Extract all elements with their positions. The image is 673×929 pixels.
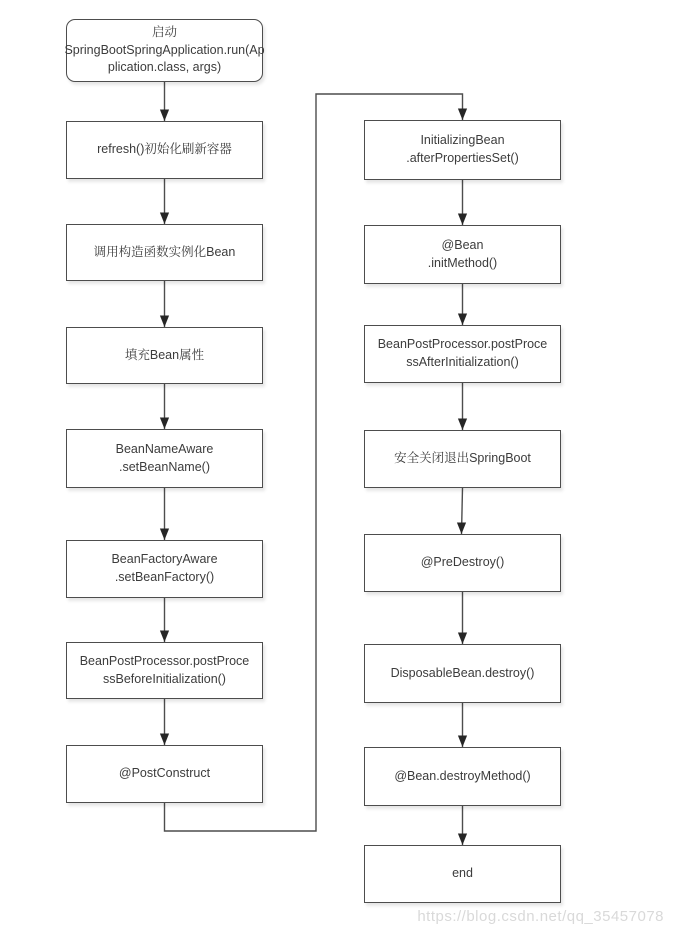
flow-node-bean-init-method [364,225,561,284]
flow-node-label-end: end [452,866,473,881]
flow-node-pre-destroy [364,534,561,592]
flow-node-bean-destroy-method [364,747,561,806]
flow-node-post-construct [66,745,263,803]
flow-node-label-initializing-bean: InitializingBean .afterPropertiesSet() [406,133,519,165]
flow-node-label-shutdown-springboot: 安全关闭退出SpringBoot [394,451,531,466]
arrowhead-icon-predestroy-to-disposable [458,633,467,645]
arrowhead-icon-start-to-refresh [160,110,169,122]
flow-node-label-bean-name-aware: BeanNameAware .setBeanName() [115,441,214,474]
arrowhead-icon-postconstruct-to-initializingbean [458,109,467,121]
arrowhead-icon-disposable-to-destroymethod [458,736,467,748]
flow-node-populate-bean-properties [66,327,263,384]
flow-node-label-bean-destroy-method: @Bean.destroyMethod() [394,768,531,783]
flow-node-label-bean-init-method: @Bean .initMethod() [427,237,498,270]
flow-node-shutdown-springboot [364,430,561,488]
edge-shutdown-to-predestroy [462,488,463,534]
flow-node-end [364,845,561,903]
arrowhead-icon-beanfactoryaware-to-beforeinit [160,631,169,643]
flow-node-initializing-bean [364,120,561,180]
arrowhead-icon-refresh-to-instantiate [160,213,169,225]
arrowhead-icon-destroymethod-to-end [458,834,467,846]
flow-node-label-post-process-before-initialization: BeanPostProcessor.postProce ssBeforeInitialization() [79,653,250,686]
flow-node-refresh-container [66,121,263,179]
arrowhead-icon-shutdown-to-predestroy [457,523,466,535]
flow-node-label-post-construct: @PostConstruct [118,766,211,781]
flow-node-bean-name-aware [66,429,263,488]
watermark: https://blog.csdn.net/qq_35457078 [417,908,664,925]
arrowhead-icon-initmethod-to-afterinit [458,314,467,326]
arrowhead-icon-populate-to-beannameaware [160,418,169,430]
flow-node-instantiate-bean [66,224,263,281]
flow-node-start [66,19,263,82]
flow-node-post-process-after-initialization [364,325,561,383]
flow-node-label-populate-bean-properties: 填充Bean属性 [124,347,205,362]
arrowhead-icon-instantiate-to-populate [160,316,169,328]
arrowhead-icon-afterinit-to-shutdown [458,419,467,431]
flow-node-bean-factory-aware [66,540,263,598]
flow-node-label-start: 启动 SpringBootSpringApplication.run(Ap plication.class, args) [64,24,265,75]
arrowhead-icon-beforeinit-to-postconstruct [160,734,169,746]
flow-node-label-pre-destroy: @PreDestroy() [420,555,505,570]
flow-node-label-disposable-bean-destroy: DisposableBean.destroy() [390,665,535,680]
flow-node-label-instantiate-bean: 调用构造函数实例化Bean [93,244,236,259]
flow-node-label-post-process-after-initialization: BeanPostProcessor.postProce ssAfterInitialization() [377,337,548,369]
arrowhead-icon-initializingbean-to-initmethod [458,214,467,226]
flow-node-label-refresh-container: refresh()初始化刷新容器 [97,142,232,157]
flow-node-disposable-bean-destroy [364,644,561,703]
flow-node-label-bean-factory-aware: BeanFactoryAware .setBeanFactory() [111,552,218,584]
flow-node-post-process-before-initialization [66,642,263,699]
arrowhead-icon-beannameaware-to-beanfactoryaware [160,529,169,541]
